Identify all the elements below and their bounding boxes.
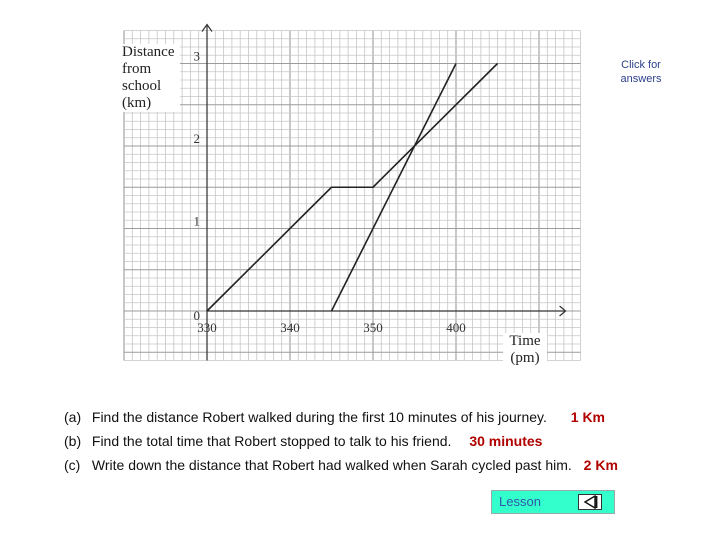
show-answers-link[interactable] (606, 58, 676, 86)
x-tick-label: 330 (197, 320, 217, 335)
y-tick-label: 3 (193, 48, 200, 64)
y-tick-label: 0 (193, 308, 200, 323)
answer-text: 1 Km (570, 409, 605, 425)
graph-tick-labels (194, 49, 466, 336)
question-text: Write down the distance that Robert had walked when Sarah cycled past him. (91, 457, 572, 473)
answer-text: 30 minutes (469, 433, 543, 449)
show-answers-link-line: answers (620, 73, 662, 85)
y-tick-label: 1 (193, 213, 200, 229)
x-tick-label: 350 (363, 320, 383, 335)
question-marker: (b) (64, 433, 82, 449)
x-tick-label: 340 (280, 320, 300, 335)
y-axis-label-line: from (122, 61, 152, 77)
question-marker: (a) (64, 409, 82, 425)
x-axis-label (503, 333, 547, 367)
lesson-button[interactable] (491, 490, 615, 514)
y-axis-label-line: (km) (122, 95, 152, 111)
x-axis-label-line: Time (509, 333, 541, 349)
answer-text: 2 Km (583, 457, 618, 473)
question-c (64, 457, 618, 473)
y-tick-label: 2 (193, 131, 200, 146)
question-b (64, 433, 542, 449)
question-text: Find the total time that Robert stopped to talk to his friend. (91, 433, 452, 449)
question-marker: (c) (64, 457, 81, 473)
question-text: Find the distance Robert walked during the first 10 minutes of his journey. (91, 409, 547, 425)
y-axis-label (122, 44, 180, 112)
question-a (64, 409, 605, 425)
x-axis-label-line: (pm) (510, 350, 540, 366)
x-tick-label: 400 (446, 320, 466, 335)
lesson-label: Lesson (499, 494, 541, 509)
back-arrow-icon[interactable] (578, 494, 602, 510)
show-answers-link-line: Click for (621, 59, 661, 71)
y-axis-label-line: Distance (122, 44, 175, 60)
y-axis-label-line: school (122, 78, 162, 94)
